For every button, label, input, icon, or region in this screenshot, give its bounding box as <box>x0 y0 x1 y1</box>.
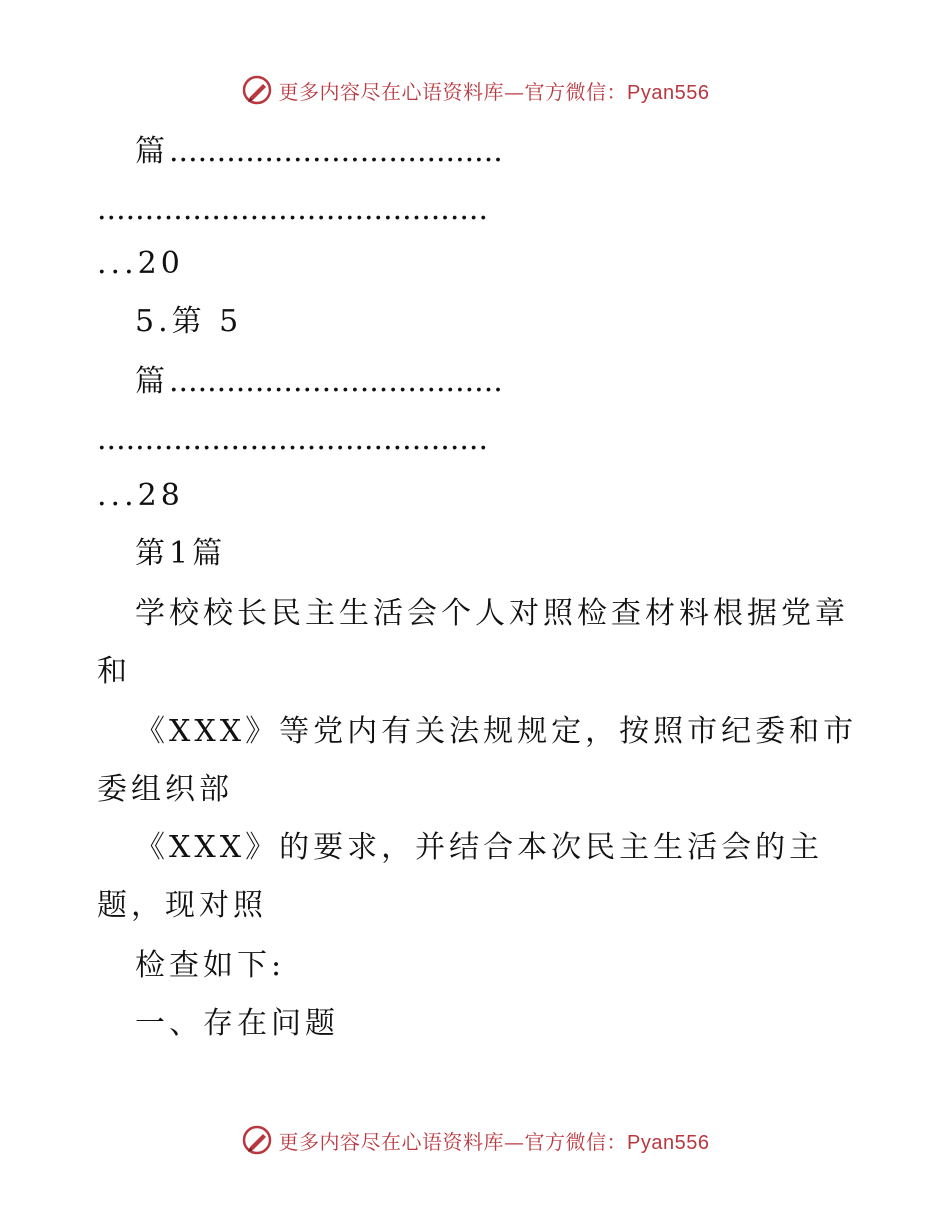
paragraph-line: 学校校长民主生活会个人对照检查材料根据党章 <box>135 596 849 631</box>
paragraph-line: 委组织部 <box>97 772 233 807</box>
toc-leader-dots: ................................... <box>169 364 503 399</box>
subsection-heading: 一、存在问题 <box>135 1006 339 1041</box>
paragraph-line: 题，现对照 <box>97 888 267 923</box>
toc-entry-5-line: 篇................................... <box>135 364 503 399</box>
pen-logo-icon <box>241 1124 273 1156</box>
toc-leader-dots: ......................................... <box>97 192 488 227</box>
toc-entry-4-page: ...20 <box>97 246 184 281</box>
paragraph-line: 《XXX》等党内有关法规规定，按照市纪委和市 <box>135 714 858 749</box>
toc-leader-dots: ................................... <box>169 134 503 169</box>
pen-logo-icon <box>241 74 273 106</box>
header-watermark <box>0 70 950 110</box>
toc-entry-4-tail: 篇................................... <box>135 134 503 169</box>
toc-entry-5-page: ...28 <box>97 478 184 513</box>
toc-leader-dots: ......................................... <box>97 422 488 457</box>
paragraph-line: 检查如下: <box>135 948 286 983</box>
footer-watermark-text: 更多内容尽在心语资料库—官方微信：Pyan556 <box>278 1129 710 1154</box>
header-watermark-text: 更多内容尽在心语资料库—官方微信：Pyan556 <box>278 79 710 104</box>
paragraph-line: 和 <box>97 654 131 689</box>
toc-entry-5-title: 5.第 5 <box>135 304 243 339</box>
section-heading: 第1篇 <box>135 536 227 571</box>
paragraph-line: 《XXX》的要求，并结合本次民主生活会的主 <box>135 830 824 865</box>
footer-watermark <box>0 1120 950 1160</box>
